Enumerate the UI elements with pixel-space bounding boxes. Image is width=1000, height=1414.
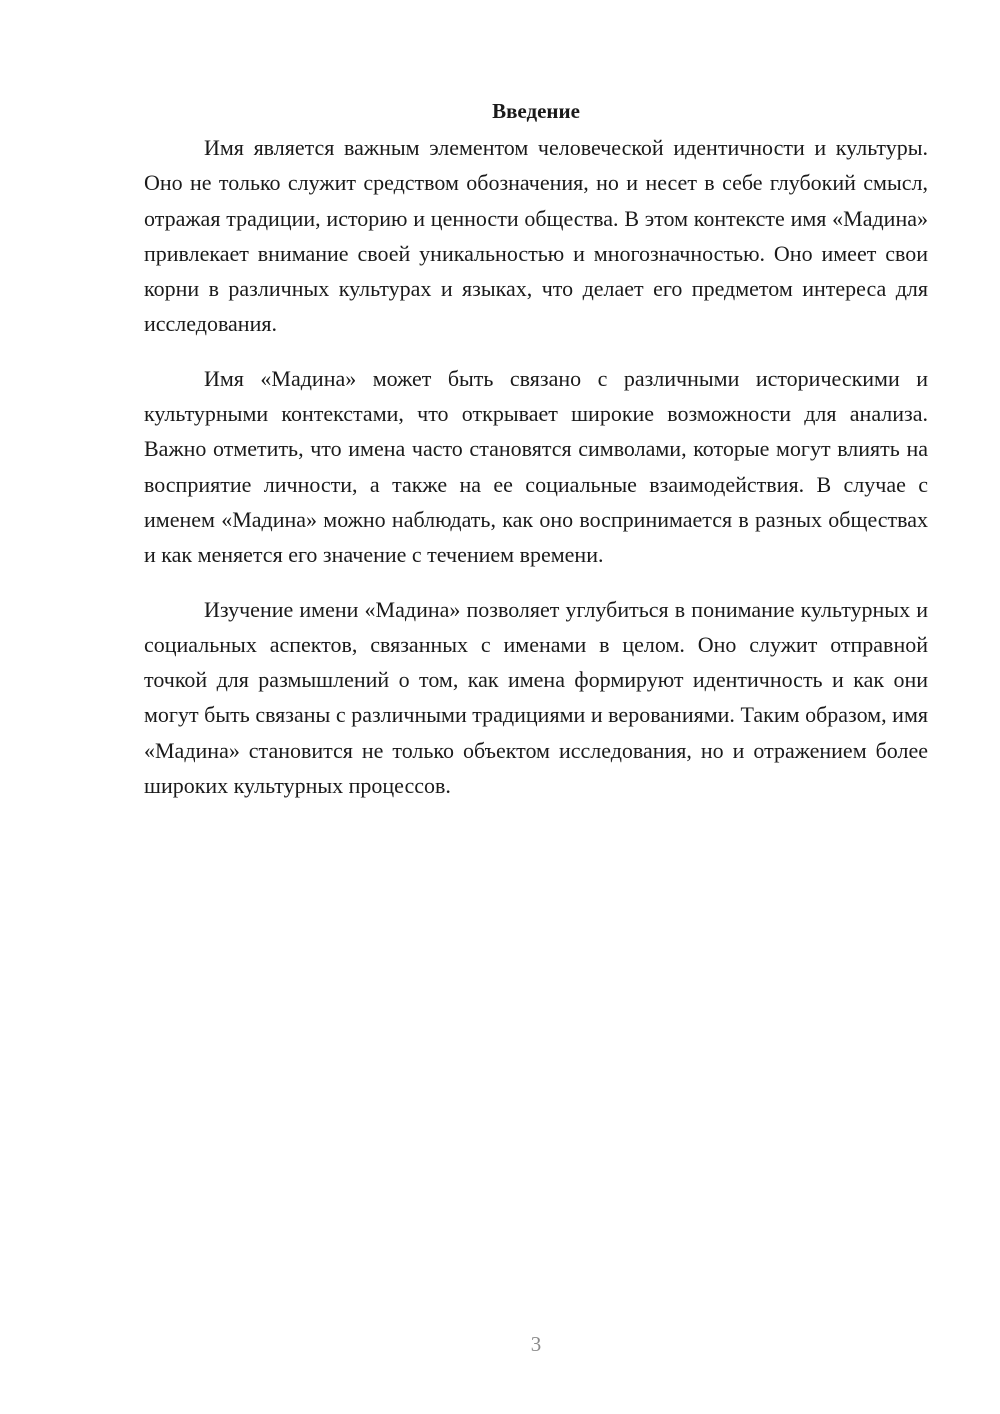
page-content [144, 95, 928, 803]
paragraph-1: Имя является важным элементом человеческой идентичности и культуры. Оно не только служит средством обозначения, но и несет в себе глубокий смысл, отражая традиции, историю и ценности общества. В этом контексте имя «Мадина» привлекает внимание своей уникальностью и многозначностью. Оно имеет свои корни в различных культурах и языках, что делает его предметом интереса для исследования. [144, 135, 928, 337]
paragraph-2: Имя «Мадина» может быть связано с различными историческими и культурными контекстами, что открывает широкие возможности для анализа. Важно отметить, что имена часто становятся символами, которые могут влиять на восприятие личности, а также на ее социальные взаимодействия. В случае с именем «Мадина» можно наблюдать, как оно воспринимается в разных обществах и как меняется его значение с течением времени. [144, 365, 928, 568]
page-title: Введение [492, 99, 580, 123]
paragraph-3: Изучение имени «Мадина» позволяет углубиться в понимание культурных и социальных аспектов, связанных с именами в целом. Оно служит отправной точкой для размышлений о том, как имена формируют идентичность и как они могут быть связаны с различными традициями и верованиями. Таким образом, имя «Мадина» становится не только объектом исследования, но и отражением более широких культурных процессов. [144, 596, 928, 799]
page-number: 3 [530, 1332, 542, 1356]
